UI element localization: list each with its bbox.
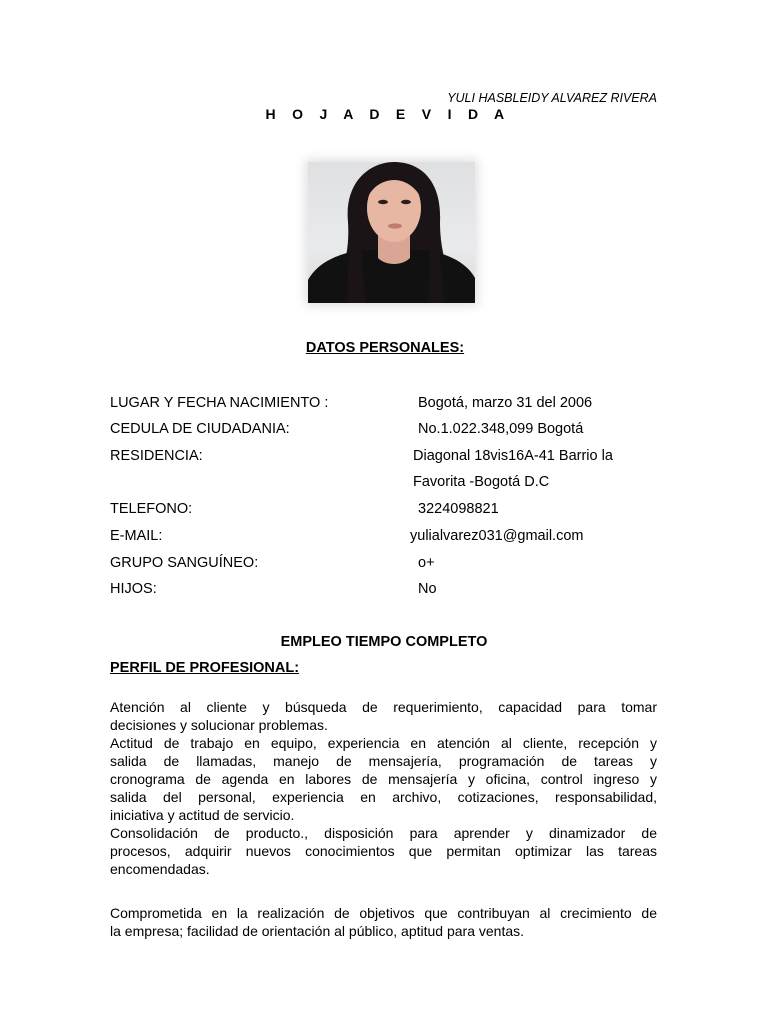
personal-data-heading: DATOS PERSONALES: xyxy=(305,340,465,356)
paragraph-line: iniciativa y actitud de servicio. xyxy=(110,807,295,823)
id-label: CEDULA DE CIUDADANIA: xyxy=(110,421,290,437)
profile-photo xyxy=(308,162,475,303)
author-name: YULI HASBLEIDY ALVAREZ RIVERA xyxy=(447,91,657,105)
blood-type-label: GRUPO SANGUÍNEO: xyxy=(110,555,259,571)
birth-value: Bogotá, marzo 31 del 2006 xyxy=(418,395,593,411)
profile-photo-icon xyxy=(308,162,475,303)
blood-type-value: o+ xyxy=(418,555,435,571)
phone-value: 3224098821 xyxy=(418,501,499,517)
profile-paragraph-2 xyxy=(110,904,657,940)
paragraph-line: decisiones y solucionar problemas. xyxy=(110,717,328,733)
paragraph-line: encomendadas. xyxy=(110,861,210,877)
children-label: HIJOS: xyxy=(110,581,157,597)
id-value: No.1.022.348,099 Bogotá xyxy=(418,421,584,437)
document-title: H O J A D E V I D A xyxy=(265,106,511,122)
profile-paragraph-1 xyxy=(110,698,657,878)
paragraph-line: la empresa; facilidad de orientación al público, aptitud para ventas. xyxy=(110,923,525,939)
phone-label: TELEFONO: xyxy=(110,501,193,517)
paragraph-line: salida de llamadas, manejo de mensajería, programación de tareas y xyxy=(110,753,657,769)
paragraph-line: procesos, adquirir nuevos conocimientos que permitan optimizar las tareas xyxy=(110,843,657,859)
residence-label: RESIDENCIA: xyxy=(110,448,203,464)
paragraph-line: Comprometida en la realización de objetivos que contribuyan al crecimiento de xyxy=(110,905,657,921)
birth-label: LUGAR Y FECHA NACIMIENTO : xyxy=(110,395,329,411)
residence-value-line2: Favorita -Bogotá D.C xyxy=(413,474,550,490)
paragraph-line: Atención al cliente y búsqueda de requerimiento, capacidad para tomar xyxy=(110,699,657,715)
email-label: E-MAIL: xyxy=(110,528,163,544)
paragraph-line: Consolidación de producto., disposición para aprender y dinamizador de xyxy=(110,825,657,841)
paragraph-line: salida del personal, experiencia en archivo, cotizaciones, responsabilidad, xyxy=(110,789,657,805)
paragraph-line: Actitud de trabajo en equipo, experiencia en atención al cliente, recepción y xyxy=(110,735,657,751)
profile-heading: PERFIL DE PROFESIONAL: xyxy=(110,660,300,676)
residence-value: Diagonal 18vis16A-41 Barrio la xyxy=(413,448,613,464)
email-value: yulialvarez031@gmail.com xyxy=(410,528,584,544)
employment-heading: EMPLEO TIEMPO COMPLETO xyxy=(280,634,488,650)
paragraph-line: cronograma de agenda en labores de mensajería y oficina, control ingreso y xyxy=(110,771,657,787)
children-value: No xyxy=(418,581,437,597)
